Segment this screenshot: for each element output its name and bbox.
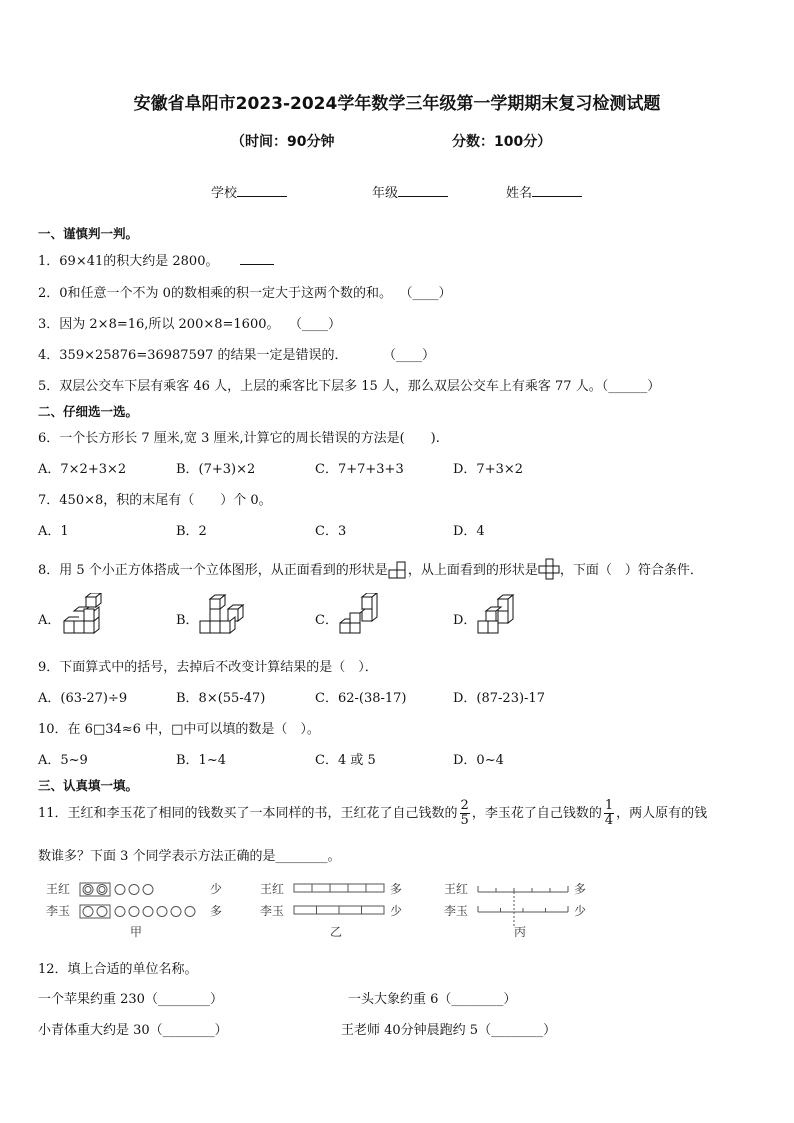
q6-option-c[interactable]: C．7+7+3+3	[315, 462, 404, 477]
q8-option-b[interactable]: B．	[176, 613, 199, 628]
q12-item-run[interactable]: 王老师 40分钟晨跑约 5（________）	[341, 1023, 557, 1038]
q12-item-elephant[interactable]: 一头大象约重 6（________）	[348, 992, 517, 1007]
school-label: 学校	[211, 186, 238, 201]
score-label: 分数：100分）	[452, 134, 552, 150]
yi-wang-label: 王红	[260, 882, 285, 896]
jia-more-label: 多	[210, 904, 223, 918]
bing-li-label: 李玉	[444, 904, 469, 918]
q9-option-d[interactable]: D．(87-23)-17	[453, 691, 545, 706]
q6-option-d[interactable]: D．7+3×2	[453, 462, 524, 477]
q7-option-a[interactable]: A．1	[38, 524, 69, 539]
fraction-one-quarter: $\frac{1}{4}$	[604, 798, 614, 828]
jia-label: 甲	[130, 925, 143, 939]
q6-option-a[interactable]: A．7×2+3×2	[38, 462, 127, 477]
question-11: 11．王红和李玉花了相同的钱数买了一本同样的书，王红花了自己钱数的 $\frac{2}{5}$ ，李玉花了自己钱数的 $\frac{1}{4}$ ，两人原有的钱	[38, 798, 708, 828]
page-title: 安徽省阜阳市2023-2024学年数学三年级第一学期期末复习检测试题	[133, 94, 661, 114]
q10-option-b[interactable]: B．1~4	[176, 753, 226, 768]
question-11-line2: 数谁多？下面 3 个同学表示方法正确的是________。	[38, 849, 341, 864]
question-3: 3．因为 2×8=16,所以 200×8=1600。 （____）	[38, 317, 342, 332]
name-label: 姓名	[506, 186, 533, 201]
q9-option-b[interactable]: B．8×(55-47)	[176, 691, 266, 706]
cube-figure-a	[60, 593, 110, 637]
q7-option-b[interactable]: B．2	[176, 524, 207, 539]
question-6: 6．一个长方形长 7 厘米,宽 3 厘米,计算它的周长错误的方法是( ).	[38, 431, 440, 446]
bing-more-label: 多	[574, 882, 587, 896]
section-judge-heading: 一、谨慎判一判。	[38, 226, 139, 241]
yi-label: 乙	[330, 925, 343, 939]
question-2: 2．0和任意一个不为 0的数相乘的积一定大于这两个数的和。 （____）	[38, 286, 452, 301]
section-fill-heading: 三、认真填一填。	[38, 778, 139, 793]
question-9: 9．下面算式中的括号，去掉后不改变计算结果的是（ ）．	[38, 660, 378, 675]
jia-li-label: 李玉	[46, 904, 71, 918]
grade-label: 年级	[372, 186, 399, 201]
jia-less-label: 少	[210, 882, 223, 896]
q7-option-c[interactable]: C．3	[315, 524, 347, 539]
question-7: 7．450×8，积的末尾有（ ）个 0。	[38, 493, 272, 508]
name-field	[506, 182, 582, 201]
q10-option-a[interactable]: A．5~9	[38, 753, 88, 768]
jia-wang-label: 王红	[46, 882, 71, 896]
q8-option-a[interactable]: A．	[38, 613, 61, 628]
cube-figure-b	[198, 593, 248, 637]
answer-blank-4[interactable]: （____）	[389, 348, 436, 363]
q9-option-a[interactable]: A．(63-27)÷9	[38, 691, 128, 706]
q7-option-d[interactable]: D．4	[453, 524, 485, 539]
question-1: 1．69×41的积大约是 2800。	[38, 250, 274, 269]
yi-more-label: 多	[390, 882, 403, 896]
q10-option-d[interactable]: D．0~4	[453, 753, 504, 768]
answer-blank-5[interactable]: （______）	[601, 379, 661, 394]
front-view-icon	[388, 559, 408, 579]
q6-option-b[interactable]: B．(7+3)×2	[176, 462, 256, 477]
q11-diagrams	[44, 878, 604, 940]
question-4: 4．359×25876=36987597 的结果一定是错误的． （____）	[38, 348, 436, 363]
q8-option-c[interactable]: C．	[315, 613, 338, 628]
bing-wang-label: 王红	[444, 882, 469, 896]
yi-less-label: 少	[390, 904, 403, 918]
answer-blank-1[interactable]	[240, 252, 274, 265]
q12-item-weight[interactable]: 小青体重大约是 30（________）	[38, 1023, 228, 1038]
question-10: 10．在 6□34≈6 中，□中可以填的数是（ ）。	[38, 722, 320, 737]
answer-blank-2[interactable]: （____）	[405, 286, 452, 301]
q12-item-apple[interactable]: 一个苹果约重 230（________）	[38, 992, 223, 1007]
cube-figure-c	[336, 593, 386, 637]
cube-figure-d	[474, 593, 524, 637]
answer-blank-3[interactable]: （____）	[295, 317, 342, 332]
bing-label: 丙	[514, 925, 527, 939]
top-view-icon	[538, 558, 560, 580]
q8-option-d[interactable]: D．	[453, 613, 477, 628]
question-8: 8．用 5 个小正方体搭成一个立体图形，从正面看到的形状是 ，从上面看到的形状是 ，下面（ ）符合条件．	[38, 558, 703, 580]
fraction-two-fifths: $\frac{2}{5}$	[460, 798, 469, 828]
bing-less-label: 少	[574, 904, 587, 918]
q9-option-c[interactable]: C．62-(38-17)	[315, 691, 407, 706]
grade-blank[interactable]	[398, 184, 448, 197]
question-5: 5．双层公交车下层有乘客 46 人，上层的乘客比下层多 15 人，那么双层公交车上有乘客 77 人。（______）	[38, 379, 661, 394]
school-field	[211, 182, 287, 201]
grade-field	[372, 182, 448, 201]
name-blank[interactable]	[532, 184, 582, 197]
question-12: 12．填上合适的单位名称。	[38, 962, 198, 977]
school-blank[interactable]	[237, 184, 287, 197]
yi-li-label: 李玉	[260, 904, 285, 918]
section-choice-heading: 二、仔细选一选。	[38, 404, 139, 419]
time-label: （时间：90分钟	[231, 134, 335, 150]
q10-option-c[interactable]: C．4 或 5	[315, 753, 376, 768]
